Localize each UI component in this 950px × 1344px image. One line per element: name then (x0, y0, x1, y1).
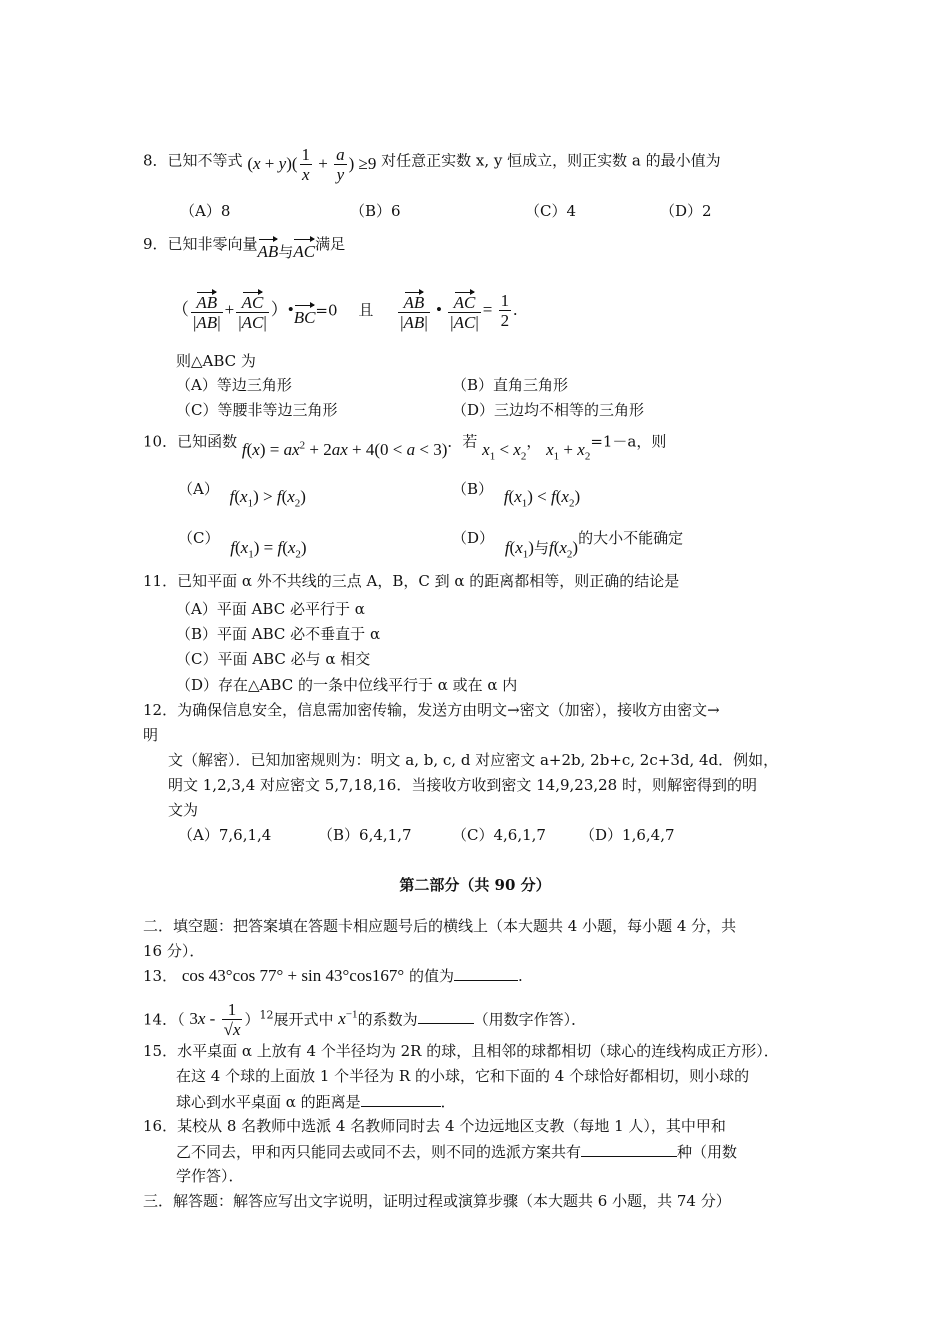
q8-option-a: （A）8 (180, 202, 231, 220)
q16-line-2 (176, 1140, 737, 1163)
q12-line-5: 文为 (168, 801, 199, 819)
q9-option-b: （B）直角三角形 (452, 376, 569, 394)
q10-option-c (178, 527, 307, 561)
q12-option-d: （D）1,6,4,7 (580, 826, 675, 844)
q12-option-c: （C）4,6,1,7 (452, 826, 546, 844)
q13-formula: cos 43°cos 77° + sin 43°cos167° (181, 966, 405, 985)
fill-in-instructions-1: 二．填空题：把答案填在答题卡相应题号后的横线上（本大题共 4 小题，每小题 4 分，共 (143, 917, 737, 935)
q10-option-d-label: （D） (452, 529, 495, 547)
q15-line-2: 在这 4 个球的上面放 1 个半径为 R 的小球，它和下面的 4 个球恰好都相切，则小球的 (176, 1067, 750, 1085)
q9-post: 满足 (315, 235, 346, 253)
q8-stem (143, 142, 721, 184)
q14-term: $x^{-1}$ (338, 1008, 358, 1029)
q9-option-a: （A）等边三角形 (176, 376, 292, 394)
q10-option-b-label: （B） (452, 480, 494, 498)
q9-cond-formula: （ $\frac{AB}{|AB|}$ + $\frac{AC}{|AC|}$ ）•BC (172, 300, 315, 319)
q8-option-d: （D）2 (660, 202, 712, 220)
q14-exponent: 12 (259, 1008, 274, 1022)
q10-function: $f(x) = ax^2 + 2ax + 4(0 < a < 3)$ (241, 439, 448, 459)
q16-line-3: 学作答）． (176, 1167, 244, 1185)
q9-zero: =0 (315, 301, 338, 320)
q16-line-2-text: 乙不同去，甲和丙只能同去或同不去，则不同的选派方案共有 (176, 1143, 582, 1161)
q14-answer-blank[interactable] (418, 1007, 474, 1024)
q11-option-b: （B）平面 ABC 必不垂直于 α (176, 625, 381, 643)
q15-line-1: 15．水平桌面 α 上放有 4 个半径均为 2R 的球，且相邻的球都相切（球心的连线构成正方形）． (143, 1042, 779, 1060)
q10-option-b-formula: $f(x_1) < f(x_2)$ (503, 487, 581, 510)
q14 (143, 1001, 586, 1040)
q15-answer-blank[interactable] (361, 1090, 441, 1107)
q9-and: 且 (358, 301, 374, 320)
q11-option-c: （C）平面 ABC 必与 α 相交 (176, 650, 371, 668)
q10-option-d (452, 527, 684, 561)
q13-answer-blank[interactable] (454, 964, 518, 981)
q12-line-4: 明文 1,2,3,4 对应密文 5,7,18,16．当接收方收到密文 14,9,23,28 时，则解密得到的明 (168, 776, 757, 794)
q10-option-a-formula: $f(x_1) > f(x_2)$ (229, 487, 306, 510)
q13-end: . (518, 967, 523, 985)
q16-answer-blank[interactable] (581, 1140, 677, 1157)
q14-number: 14．（ (143, 1010, 185, 1029)
fill-in-instructions-2: 16 分）． (143, 942, 205, 960)
q9-pre: 9．已知非零向量 (143, 235, 258, 253)
q10-pre: 10．已知函数 (143, 432, 238, 451)
q10-option-a-label: （A） (178, 480, 219, 498)
q10-stem: 10．已知函数 $f(x) = ax^2 + 2ax + 4(0 < a < 3)$．若 $x_1 < x_2$， $x_1 + x_2=1-a$，则 (143, 432, 667, 463)
q10-option-b (452, 478, 581, 510)
q12-line-3: 文（解密）．已知加密规则为：明文 a, b, c, d 对应密文 a+2b, 2b+c, 2c+3d, 4d．例如， (168, 751, 779, 769)
q15-line-3 (176, 1090, 456, 1113)
q9-stem (143, 229, 346, 261)
q14-mid: ） (244, 1010, 260, 1029)
q15-end: ． (440, 1093, 456, 1111)
q9-option-d: （D）三边均不相等的三角形 (452, 401, 645, 419)
q10-cond-1: $x_1 < x_2$ (482, 439, 527, 463)
q10-option-c-label: （C） (178, 529, 220, 547)
q8-option-c: （C）4 (525, 202, 577, 220)
q16-line-2-tail: 种（用数 (677, 1143, 738, 1161)
q9-condition (172, 290, 517, 333)
q12-line-1: 12．为确保信息安全，信息需加密传输，发送方由明文→密文（加密），接收方由密文→ (143, 701, 720, 719)
q10-option-d-suffix: 的大小不能确定 (578, 529, 684, 547)
q13-number: 13． (143, 967, 178, 985)
q11-option-d: （D）存在△ABC 的一条中位线平行于 α 或在 α 内 (176, 676, 518, 694)
part-two-title: 第二部分（共 90 分） (399, 876, 551, 894)
q9-vectors: AB与AC (258, 242, 316, 261)
q9-triangle: 则△ABC 为 (176, 352, 256, 370)
q10-sum: =1－a，则 (590, 432, 667, 451)
part-three-instructions: 三．解答题：解答应写出文字说明，证明过程或演算步骤（本大题共 6 小题，共 74 分） (143, 1192, 731, 1210)
q11-option-a: （A）平面 ABC 必平行于 α (176, 600, 365, 618)
q11-stem: 11．已知平面 α 外不共线的三点 A，B，C 到 α 的距离都相等，则正确的结论是 (143, 572, 680, 590)
q13 (143, 964, 523, 987)
q14-tail2: 的系数为 (357, 1010, 418, 1029)
q10-option-a (178, 478, 306, 510)
q10-cond-2: $x_1 + x_2$ (546, 439, 591, 463)
q12-line-2: 明 (143, 726, 159, 744)
q9-option-c: （C）等腰非等边三角形 (176, 401, 338, 419)
q8-pre: 8．已知不等式 (143, 151, 243, 170)
q8-condition: 对任意正实数 x, y 恒成立，则正实数 a 的最小值为 (381, 151, 721, 170)
q10-option-c-formula: $f(x_1) = f(x_2)$ (230, 538, 307, 561)
q16-line-1: 16．某校从 8 名教师中选派 4 名教师同时去 4 个边远地区支教（每地 1 人），其中甲和 (143, 1117, 726, 1135)
q12-option-b: （B）6,4,1,7 (318, 826, 412, 844)
q12-option-a: （A）7,6,1,4 (178, 826, 272, 844)
q9-cond-formula-2: $\frac{AB}{|AB|}$ • $\frac{AC}{|AC|}$ = $\frac{1}{2}$ . (400, 291, 518, 332)
q8-formula: (x + y)( $\frac{1}{x}$ + $\frac{a}{y}$ ) ≥9 (247, 145, 377, 184)
q14-formula: 3x - $\frac{1}{√x}$ (189, 1000, 241, 1039)
q15-line-3-text: 球心到水平桌面 α 的距离是 (176, 1093, 361, 1111)
q10-if: ．若 (447, 432, 478, 451)
q14-tail: 展开式中 (273, 1010, 334, 1029)
q14-tail3: （用数字作答）． (473, 1010, 587, 1029)
q8-option-b: （B）6 (350, 202, 401, 220)
q13-tail: 的值为 (409, 967, 455, 985)
q10-option-d-formula: $f(x_1)$与$f(x_2)$ (504, 538, 579, 561)
